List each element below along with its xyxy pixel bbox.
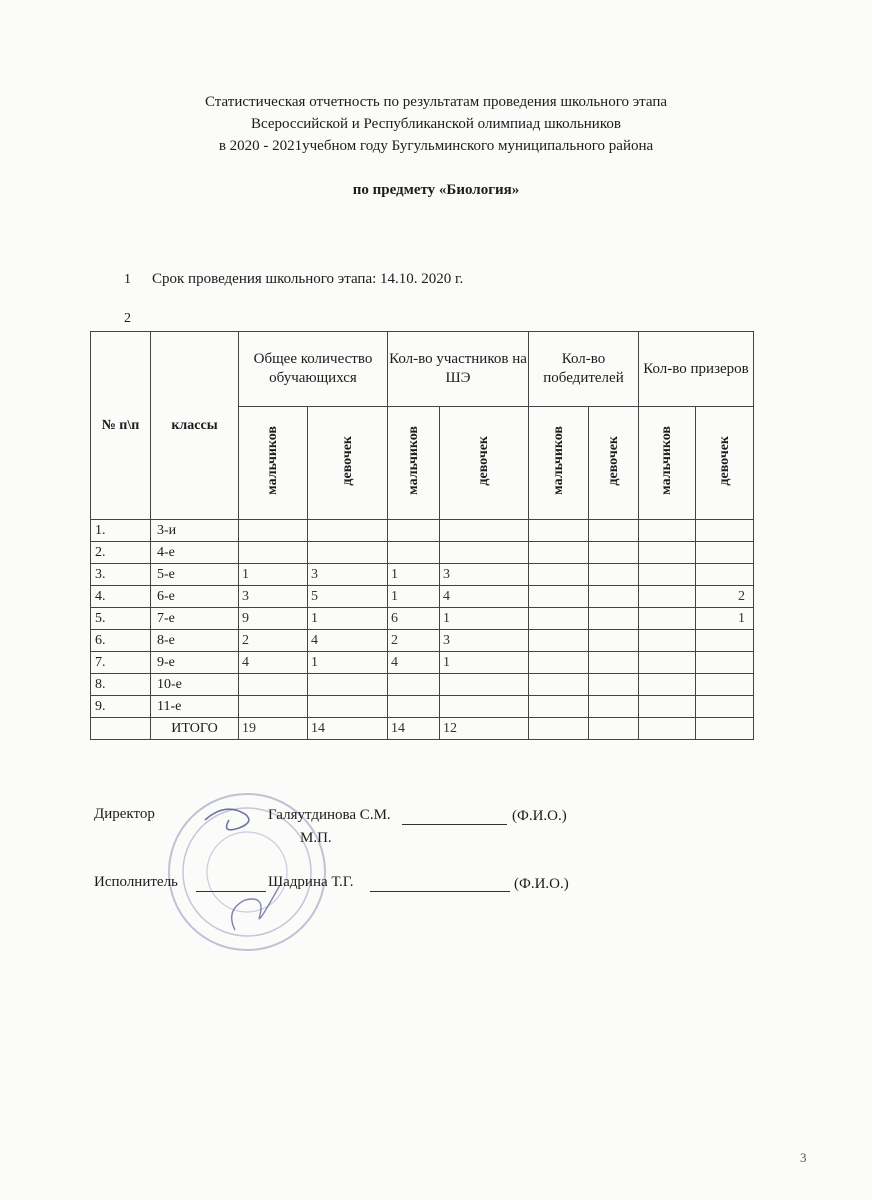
- row-value: [589, 608, 639, 630]
- row-value: [696, 696, 754, 718]
- director-fio-label: (Ф.И.О.): [512, 808, 567, 824]
- table-row: [91, 652, 754, 674]
- row-number: 3.: [91, 564, 151, 586]
- row-value: [589, 520, 639, 542]
- row-class: 4-е: [151, 542, 239, 564]
- group-header-winners: Кол-во победителей: [529, 332, 639, 407]
- row-value: [308, 520, 388, 542]
- row-value: [440, 520, 529, 542]
- row-value: 4: [239, 652, 308, 674]
- row-value: [639, 586, 696, 608]
- row-value: [308, 542, 388, 564]
- subheader-boys: мальчиков: [639, 407, 696, 520]
- row-value: [440, 674, 529, 696]
- report-title-line-1: Статистическая отчетность по результатам проведения школьного этапа: [204, 94, 668, 110]
- row-value: 4: [440, 586, 529, 608]
- row-value: [639, 674, 696, 696]
- row-value: 4: [388, 652, 440, 674]
- director-signature-line: [402, 824, 507, 825]
- row-value: [696, 520, 754, 542]
- row-value: [440, 542, 529, 564]
- director-name: Галяутдинова С.М.: [268, 807, 391, 823]
- subheader-girls: девочек: [308, 407, 388, 520]
- row-value: 1: [239, 564, 308, 586]
- row-value: [639, 652, 696, 674]
- row-value: [639, 608, 696, 630]
- row-value: [589, 696, 639, 718]
- row-value: [388, 542, 440, 564]
- row-value: 1: [388, 564, 440, 586]
- row-value: [589, 652, 639, 674]
- row-value: [529, 520, 589, 542]
- item-number: 1: [124, 272, 131, 287]
- column-header-number: № п\п: [91, 332, 151, 520]
- row-value: [696, 564, 754, 586]
- row-value: [529, 652, 589, 674]
- page-number: 3: [800, 1150, 807, 1165]
- row-class: 9-е: [151, 652, 239, 674]
- row-class: 8-е: [151, 630, 239, 652]
- row-value: [529, 696, 589, 718]
- row-value: 9: [239, 608, 308, 630]
- table-row: [91, 564, 754, 586]
- executor-signature-line-left: [196, 891, 266, 892]
- row-value: [529, 542, 589, 564]
- seal-placeholder-label: М.П.: [300, 830, 332, 846]
- row-value: [239, 696, 308, 718]
- group-header-participants: Кол-во участников на ШЭ: [388, 332, 529, 407]
- table-row: [91, 542, 754, 564]
- row-value: [440, 696, 529, 718]
- row-number: 4.: [91, 586, 151, 608]
- row-value: [639, 696, 696, 718]
- row-class: 10-е: [151, 674, 239, 696]
- subheader-boys: мальчиков: [529, 407, 589, 520]
- subheader-boys: мальчиков: [239, 407, 308, 520]
- table-row: [91, 608, 754, 630]
- row-class: 5-е: [151, 564, 239, 586]
- row-value: [639, 630, 696, 652]
- table-row: [91, 630, 754, 652]
- total-cell: [589, 718, 639, 740]
- row-value: [529, 564, 589, 586]
- subheader-boys: мальчиков: [388, 407, 440, 520]
- director-label: Директор: [94, 806, 155, 822]
- total-cell: 12: [440, 718, 529, 740]
- row-value: [239, 520, 308, 542]
- total-label: ИТОГО: [151, 718, 239, 740]
- report-title-line-3: в 2020 - 2021учебном году Бугульминского муниципального района: [218, 138, 654, 154]
- row-value: 2: [239, 630, 308, 652]
- row-value: 6: [388, 608, 440, 630]
- row-value: [696, 542, 754, 564]
- row-value: [388, 520, 440, 542]
- row-value: [696, 630, 754, 652]
- total-cell: [696, 718, 754, 740]
- executor-label: Исполнитель: [94, 874, 178, 890]
- row-value: 1: [440, 652, 529, 674]
- row-value: [696, 652, 754, 674]
- row-value: [529, 674, 589, 696]
- item-text: Срок проведения школьного этапа: 14.10. 2020 г.: [152, 271, 464, 287]
- row-number: 5.: [91, 608, 151, 630]
- table-header-row: [91, 332, 754, 407]
- row-number: 9.: [91, 696, 151, 718]
- row-number: 8.: [91, 674, 151, 696]
- table-row: [91, 586, 754, 608]
- table-row: [91, 520, 754, 542]
- row-value: 1: [308, 608, 388, 630]
- row-value: [639, 520, 696, 542]
- row-number: 6.: [91, 630, 151, 652]
- row-value: 1: [388, 586, 440, 608]
- row-value: 1: [440, 608, 529, 630]
- row-value: [529, 630, 589, 652]
- subject-heading: по предмету «Биология»: [352, 182, 520, 198]
- row-value: 1: [308, 652, 388, 674]
- row-value: 3: [239, 586, 308, 608]
- results-table: [90, 331, 754, 740]
- column-header-classes: классы: [151, 332, 239, 520]
- row-value: [589, 542, 639, 564]
- row-class: 7-е: [151, 608, 239, 630]
- row-number: 1.: [91, 520, 151, 542]
- table-row: [91, 674, 754, 696]
- group-header-total-students: Общее количество обучающихся: [239, 332, 388, 407]
- row-value: 3: [440, 630, 529, 652]
- row-class: 3-и: [151, 520, 239, 542]
- row-value: 3: [440, 564, 529, 586]
- row-value: [239, 674, 308, 696]
- table-row: [91, 696, 754, 718]
- row-value: 2: [696, 586, 754, 608]
- total-cell: 14: [308, 718, 388, 740]
- row-class: 11-е: [151, 696, 239, 718]
- row-value: [239, 542, 308, 564]
- row-value: [308, 674, 388, 696]
- report-title-line-2: Всероссийской и Республиканской олимпиад школьников: [251, 116, 621, 132]
- row-value: 3: [308, 564, 388, 586]
- subheader-girls: девочек: [589, 407, 639, 520]
- executor-fio-label: (Ф.И.О.): [514, 876, 569, 892]
- row-value: [589, 564, 639, 586]
- total-cell: [639, 718, 696, 740]
- row-value: [529, 586, 589, 608]
- total-cell: [529, 718, 589, 740]
- row-value: [308, 696, 388, 718]
- row-number: 7.: [91, 652, 151, 674]
- row-value: [639, 564, 696, 586]
- executor-signature-line: [370, 891, 510, 892]
- row-value: 2: [388, 630, 440, 652]
- item-number: 2: [124, 311, 131, 326]
- group-header-prizewinners: Кол-во призеров: [639, 332, 754, 407]
- row-value: [388, 696, 440, 718]
- subheader-girls: девочек: [440, 407, 529, 520]
- total-cell: 14: [388, 718, 440, 740]
- row-value: [639, 542, 696, 564]
- row-value: [388, 674, 440, 696]
- total-cell: 19: [239, 718, 308, 740]
- subheader-girls: девочек: [696, 407, 754, 520]
- row-value: [589, 586, 639, 608]
- row-value: [589, 630, 639, 652]
- row-value: [589, 674, 639, 696]
- executor-name: Шадрина Т.Г.: [268, 874, 354, 890]
- table-total-row: [91, 718, 754, 740]
- row-value: [696, 674, 754, 696]
- row-value: 1: [696, 608, 754, 630]
- row-value: 4: [308, 630, 388, 652]
- row-value: [529, 608, 589, 630]
- row-class: 6-е: [151, 586, 239, 608]
- row-value: 5: [308, 586, 388, 608]
- row-number: 2.: [91, 542, 151, 564]
